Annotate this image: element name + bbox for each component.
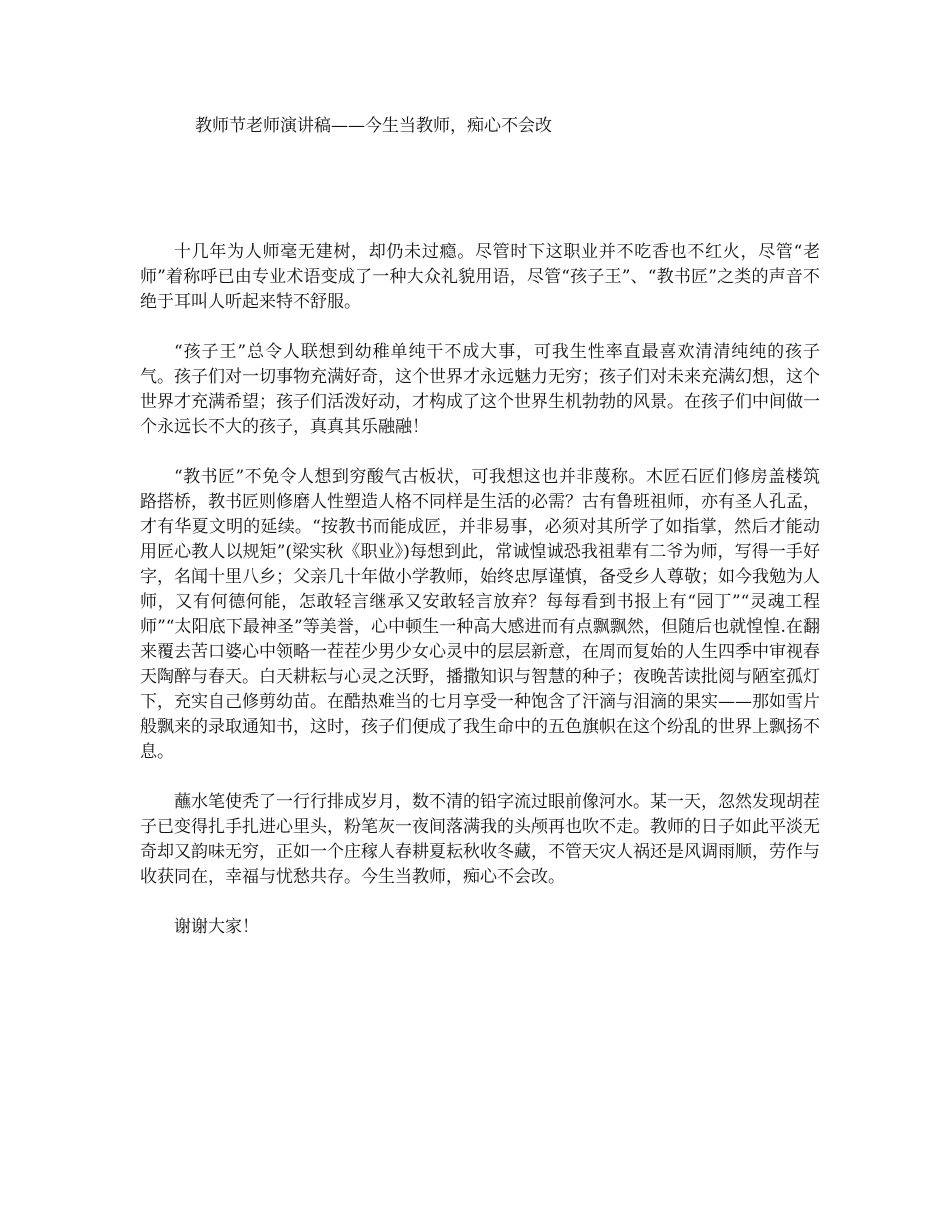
paragraph-4: 蘸水笔使秃了一行行排成岁月，数不清的铅字流过眼前像河水。某一天，忽然发现胡茬子已变得扎手扎进心里头，粉笔灰一夜间落满我的头颅再也吹不走。教师的日子如此平淡无奇却又韵味无穷，正如一个庄稼人春耕夏耘秋收冬藏，不管天灾人祸还是风调雨顺，劳作与收获同在，幸福与忧愁共存。今生当教师，痴心不会改。 bbox=[140, 792, 820, 887]
document-title: 教师节老师演讲稿——今生当教师，痴心不会改 bbox=[195, 116, 552, 136]
paragraph-2: “孩子王”总令人联想到幼稚单纯干不成大事，可我生性率直最喜欢清清纯纯的孩子气。孩子们对一切事物充满好奇，这个世界才永远魅力无穷；孩子们对未来充满幻想，这个世界才充满希望；孩子们活泼好动，才构成了这个世界生机勃勃的风景。在孩子们中间做一个永远长不大的孩子，真真其乐融融！ bbox=[140, 342, 820, 437]
document-body bbox=[140, 184, 820, 940]
paragraph-1: 十几年为人师毫无建树，却仍未过瘾。尽管时下这职业并不吃香也不红火，尽管“老师”着称呼已由专业术语变成了一种大众礼貌用语，尽管“孩子王”、“教书匠”之类的声音不绝于耳叫人听起来特不舒服。 bbox=[140, 242, 820, 312]
paragraph-3: “教书匠”不免令人想到穷酸气古板状，可我想这也并非蔑称。木匠石匠们修房盖楼筑路搭桥，教书匠则修磨人性塑造人格不同样是生活的必需？古有鲁班祖师，亦有圣人孔孟，才有华夏文明的延续。“按教书而能成匠，并非易事，必须对其所学了如指掌，然后才能动用匠心教人以规矩”(梁实秋《职业》)每想到此，常诚惶诚恐我祖辈有二爷为师，写得一手好字，名闻十里八乡；父亲几十年做小学教师，始终忠厚谨慎，备受乡人尊敬；如今我勉为人师，又有何德何能，怎敢轻言继承又安敢轻言放弃？每每看到书报上有“园丁”“灵魂工程师”“太阳底下最神圣”等美誉，心中顿生一种高大感进而有点飘飘然，但随后也就惶惶.在翻来覆去苦口婆心中领略一茬茬少男少女心灵中的层层新意，在周而复始的人生四季中审视春天陶醉与春天。白天耕耘与心灵之沃野，播撒知识与智慧的种子；夜晚苦读批阅与陋室孤灯下，充实自己修剪幼苗。在酷热难当的七月享受一种饱含了汗滴与泪滴的果实——那如雪片般飘来的录取通知书，这时，孩子们便成了我生命中的五色旗帜在这个纷乱的世界上飘扬不息。 bbox=[140, 467, 820, 762]
closing-thanks: 谢谢大家！ bbox=[174, 917, 259, 937]
